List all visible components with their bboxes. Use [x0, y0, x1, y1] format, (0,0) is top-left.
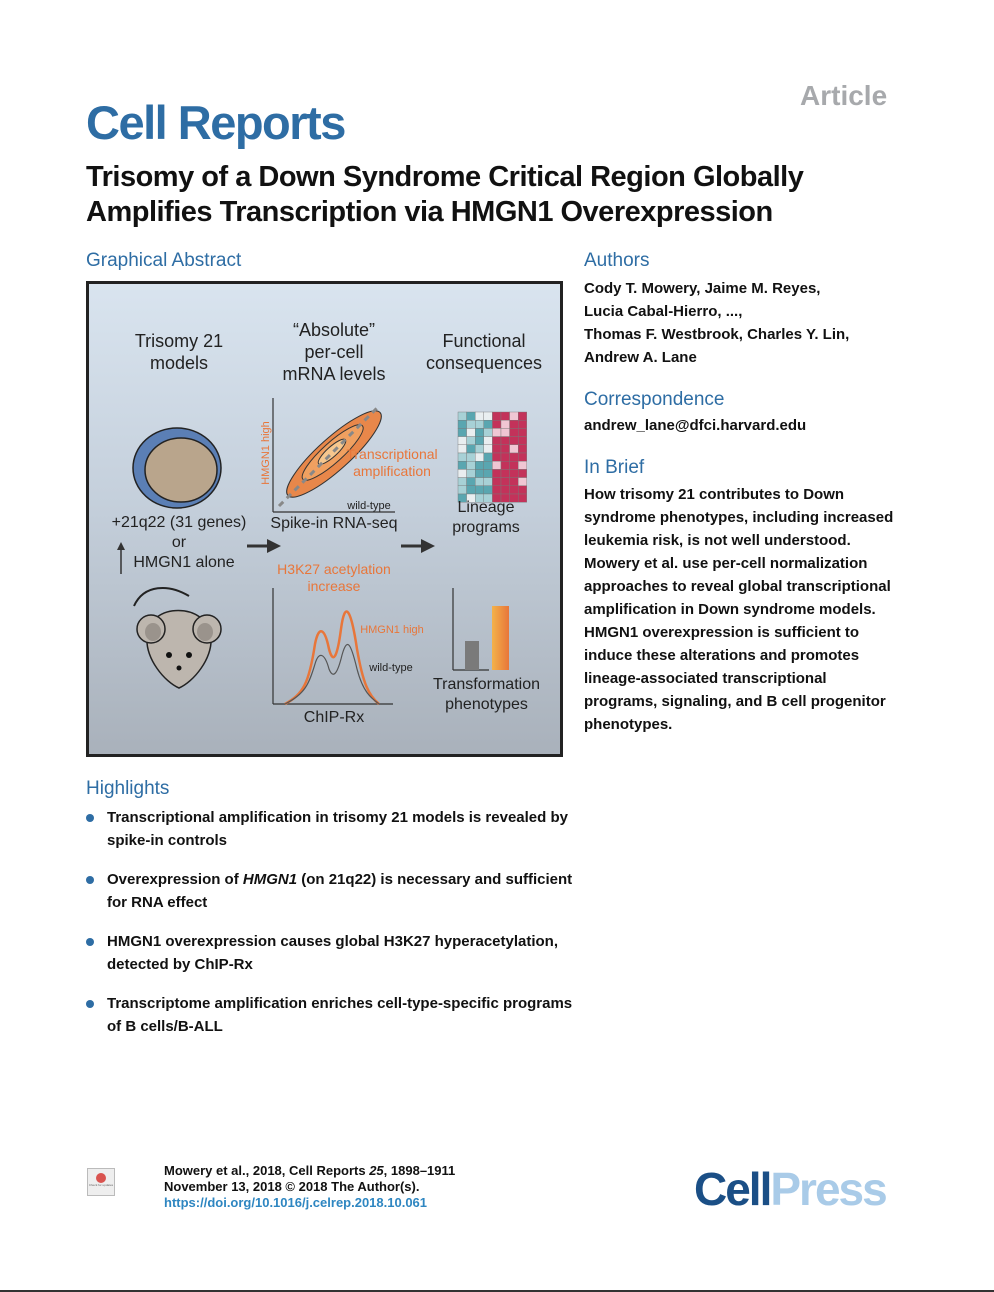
heatmap-cell [484, 486, 493, 494]
heatmap-cell [467, 453, 476, 461]
heatmap-cell [501, 445, 510, 453]
heatmap-cell [475, 412, 484, 420]
title-line-2: Amplifies Transcription via HMGN1 Overexpression [86, 196, 773, 228]
highlight-item [86, 992, 576, 1038]
heatmap-cell [467, 461, 476, 469]
heatmap-cell [501, 420, 510, 428]
col1-title-line: Trisomy 21 [134, 331, 224, 351]
heatmap-caption-line: programs [452, 519, 520, 536]
graphical-abstract-heading: Graphical Abstract [86, 250, 242, 271]
chip-caption: ChIP-Rx [303, 709, 365, 726]
heatmap-cell [458, 478, 467, 486]
highlight-text: Transcriptional amplification in trisomy 21 models is revealed by spike-in controls [107, 809, 568, 849]
heatmap-cell [501, 486, 510, 494]
highlight-text: (on 21q22) is necessary and sufficient for RNA effect [107, 871, 573, 911]
chip-annotation-line: H3K27 acetylation [277, 561, 391, 577]
heatmap-cell [467, 420, 476, 428]
heatmap-cell [467, 469, 476, 477]
heatmap-cell [510, 478, 519, 486]
col2-title-line: per-cell [304, 342, 364, 362]
cell-nucleus [145, 438, 217, 502]
heatmap-cell [518, 437, 527, 445]
scatter-caption: Spike-in RNA-seq [270, 515, 398, 532]
highlight-item [86, 930, 576, 976]
heatmap-cell [510, 486, 519, 494]
scatter-x-label: wild-type [347, 500, 391, 512]
heatmap-cell [518, 412, 527, 420]
heatmap-cell [484, 412, 493, 420]
heatmap-cell [458, 445, 467, 453]
heatmap-cell [501, 461, 510, 469]
highlight-text: Overexpression of [107, 871, 243, 888]
bar-hmgn1-high [492, 606, 509, 670]
heatmap-cell [484, 420, 493, 428]
heatmap-caption [426, 498, 546, 538]
citation-volume: 25 [369, 1163, 384, 1178]
journal-name: Cell Reports [86, 96, 345, 149]
col3-title-line: Functional [442, 331, 526, 351]
author-line: Andrew A. Lane [584, 349, 697, 366]
heatmap-cell [518, 453, 527, 461]
sidebar-info [584, 250, 904, 736]
model-line: or [171, 534, 187, 551]
heatmap-cell [510, 412, 519, 420]
heatmap-cell [467, 486, 476, 494]
heatmap-cell [484, 469, 493, 477]
heatmap-cell [484, 445, 493, 453]
heatmap-cell [467, 445, 476, 453]
scatter-annotation [337, 446, 447, 480]
heatmap-cell [501, 412, 510, 420]
model-line: HMGN1 alone [133, 554, 235, 571]
heatmap-cell [475, 469, 484, 477]
scatter-annotation-line: Transcriptional [346, 446, 438, 462]
col3-title-line: consequences [425, 353, 543, 373]
highlights-list [86, 806, 576, 1054]
badge-text: Check for updates [88, 1183, 114, 1187]
heatmap-cell [467, 428, 476, 436]
heatmap-cell [458, 428, 467, 436]
heatmap-cell [484, 437, 493, 445]
heatmap-cell [518, 478, 527, 486]
bullet-icon [86, 1000, 94, 1008]
heatmap-cell [467, 437, 476, 445]
heatmap-cell [458, 437, 467, 445]
heatmap-cell [501, 453, 510, 461]
heatmap-cell [492, 437, 501, 445]
heatmap-cell [475, 420, 484, 428]
highlight-item [86, 868, 576, 914]
bar-caption-line: Transformation [433, 676, 540, 693]
col3-title [414, 330, 554, 374]
in-brief-text: How trisomy 21 contributes to Down syndrome phenotypes, including increased leukemia risk, is not well understood. Mowery et al. use per-cell normalization approaches to reveal global transcriptional amplification in Down syndrome models. HMGN1 overexpression is sufficient to induce these alterations and promotes lineage-associated transcriptional programs, signaling, and B cell progenitor phenotypes. [584, 486, 894, 733]
heatmap-cell [510, 420, 519, 428]
heatmap-cell [475, 486, 484, 494]
gene-name: HMGN1 [242, 871, 298, 888]
col2-title-line: mRNA levels [282, 364, 386, 384]
bullet-icon [86, 814, 94, 822]
heatmap-cell [510, 445, 519, 453]
highlight-text: HMGN1 overexpression causes global H3K27 hyperacetylation, detected by ChIP-Rx [107, 933, 559, 973]
heatmap-cell [492, 461, 501, 469]
title-line-1: Trisomy of a Down Syndrome Critical Region Globally [86, 161, 804, 193]
citation-line [164, 1163, 455, 1179]
heatmap-cell [484, 461, 493, 469]
model-line: +21q22 (31 genes) [111, 514, 247, 531]
citation-pages: , 1898–1911 [383, 1163, 456, 1178]
doi-link[interactable]: https://doi.org/10.1016/j.celrep.2018.10.061 [164, 1195, 428, 1210]
heatmap-cell [458, 486, 467, 494]
heatmap [458, 412, 527, 502]
heatmap-cell [518, 428, 527, 436]
chip-legend-high: HMGN1 high [360, 624, 424, 636]
scatter-y-label: HMGN1 high [260, 421, 272, 485]
logo-part: Press [770, 1163, 886, 1215]
heatmap-cell [484, 453, 493, 461]
chip-annotation-line: increase [307, 578, 361, 594]
col1-title-line: models [149, 353, 209, 373]
heatmap-cell [492, 412, 501, 420]
heatmap-cell [492, 420, 501, 428]
heatmap-cell [492, 453, 501, 461]
heatmap-cell [510, 453, 519, 461]
heatmap-cell [501, 469, 510, 477]
heatmap-cell [458, 453, 467, 461]
col2-title [254, 319, 414, 385]
heatmap-cell [492, 469, 501, 477]
heatmap-cell [475, 437, 484, 445]
heatmap-cell [510, 461, 519, 469]
arrow-icon [401, 539, 435, 553]
heatmap-cell [518, 486, 527, 494]
scatter-annotation-line: amplification [353, 463, 431, 479]
heatmap-cell [475, 428, 484, 436]
cellpress-logo [694, 1162, 886, 1216]
highlights-heading: Highlights [86, 778, 170, 799]
author-line: Thomas F. Westbrook, Charles Y. Lin, [584, 326, 850, 343]
author-line: Cody T. Mowery, Jaime M. Reyes, [584, 280, 821, 297]
heatmap-cell [467, 478, 476, 486]
col1-title [109, 330, 249, 374]
article-title [86, 160, 916, 230]
heatmap-cell [492, 428, 501, 436]
footer-citation [164, 1163, 455, 1211]
heatmap-cell [501, 437, 510, 445]
heatmap-cell [492, 486, 501, 494]
heatmap-cell [458, 420, 467, 428]
heatmap-cell [475, 445, 484, 453]
date-line: November 13, 2018 © 2018 The Author(s). [164, 1179, 420, 1194]
heatmap-cell [501, 428, 510, 436]
bullet-icon [86, 876, 94, 884]
chip-legend-wild-type: wild-type [369, 662, 413, 674]
check-for-updates-badge[interactable] [87, 1168, 115, 1196]
heatmap-cell [484, 428, 493, 436]
authors-heading: Authors [584, 250, 650, 271]
heatmap-cell [510, 437, 519, 445]
heatmap-cell [475, 478, 484, 486]
heatmap-cell [510, 469, 519, 477]
heatmap-cell [518, 461, 527, 469]
heatmap-cell [467, 412, 476, 420]
heatmap-cell [518, 445, 527, 453]
heatmap-cell [458, 461, 467, 469]
heatmap-cell [458, 412, 467, 420]
highlight-item [86, 806, 576, 852]
correspondence-email[interactable]: andrew_lane@dfci.harvard.edu [584, 417, 807, 434]
heatmap-cell [501, 478, 510, 486]
model-description [94, 513, 264, 573]
citation-text: Mowery et al., 2018, Cell Reports [164, 1163, 370, 1178]
article-type-label: Article [800, 80, 888, 111]
badge-icon [96, 1173, 106, 1183]
heatmap-caption-line: Lineage [457, 499, 515, 516]
logo-part: Cell [694, 1163, 771, 1215]
author-line: Lucia Cabal-Hierro, ..., [584, 303, 743, 320]
in-brief-heading: In Brief [584, 457, 645, 478]
heatmap-cell [518, 420, 527, 428]
mouse-icon [134, 588, 221, 688]
heatmap-cell [484, 478, 493, 486]
correspondence-heading: Correspondence [584, 389, 725, 410]
bar-wild-type [465, 641, 479, 670]
highlight-text: Transcriptome amplification enriches cell-type-specific programs of B cells/B-ALL [107, 995, 573, 1035]
heatmap-cell [510, 428, 519, 436]
heatmap-cell [518, 469, 527, 477]
author-list [584, 277, 904, 369]
heatmap-cell [458, 469, 467, 477]
col2-title-line: “Absolute” [292, 320, 376, 340]
heatmap-cell [492, 445, 501, 453]
bullet-icon [86, 938, 94, 946]
heatmap-cell [492, 478, 501, 486]
chip-annotation [259, 561, 409, 595]
bar-caption [419, 675, 554, 715]
heatmap-cell [475, 461, 484, 469]
bar-caption-line: phenotypes [445, 696, 528, 713]
heatmap-cell [475, 453, 484, 461]
graphical-abstract-figure [86, 281, 563, 757]
